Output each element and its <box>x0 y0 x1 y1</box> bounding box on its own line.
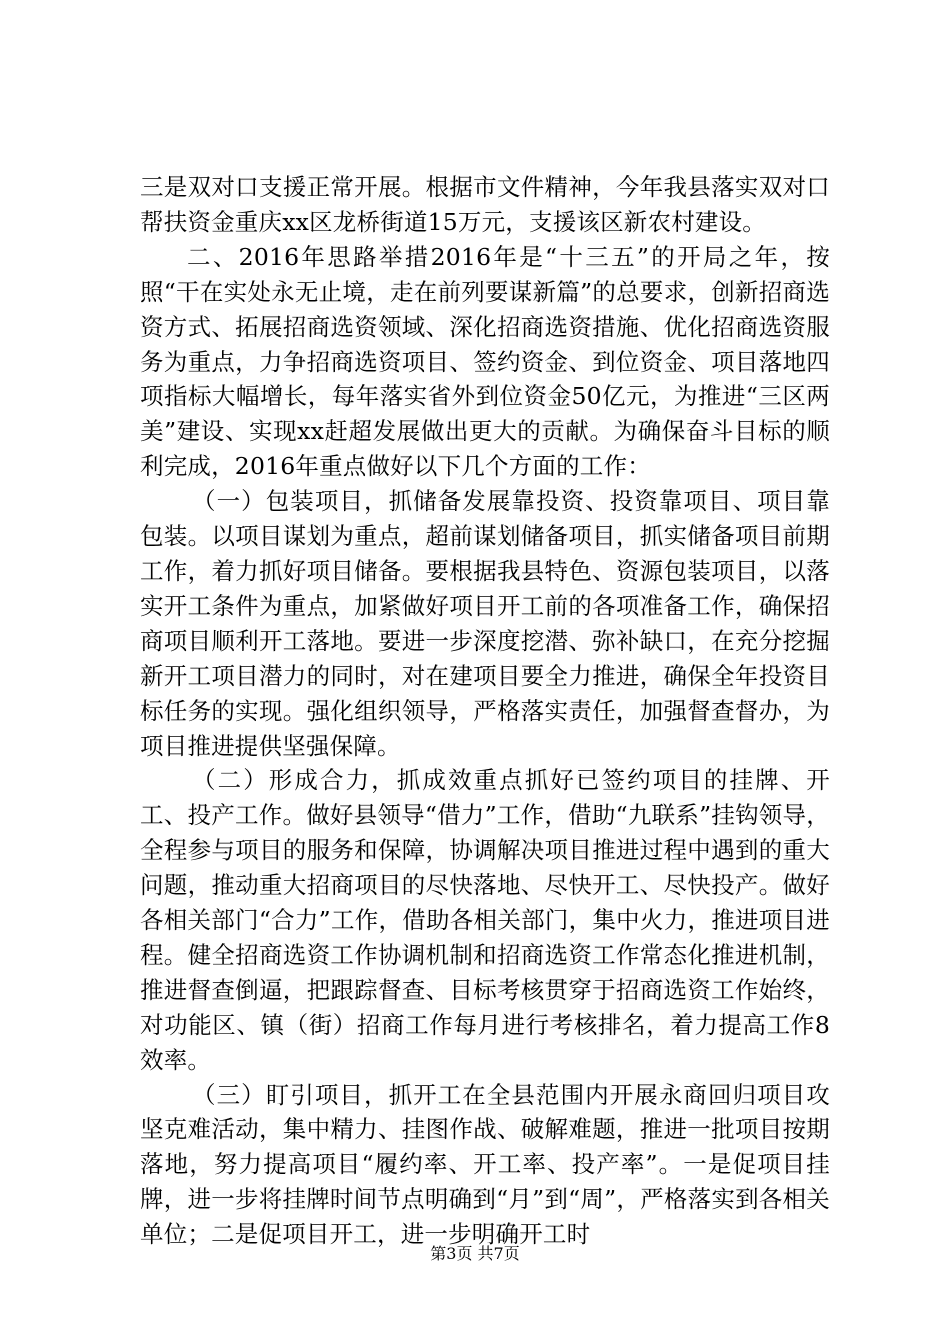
paragraph-1: 三是双对口支援正常开展。根据市文件精神，今年我县落实双对口帮扶资金重庆xx区龙桥街道15万元，支援该区新农村建设。 <box>140 173 830 236</box>
paragraph-2: 二、2016年思路举措2016年是“十三五”的开局之年，按照“干在实处永无止境，走在前列要谋新篇”的总要求，创新招商选资方式、拓展招商选资领域、深化招商选资措施、优化招商选资服务为重点，力争招商选资项目、签约资金、到位资金、项目落地四项指标大幅增长，每年落实省外到位资金50亿元，为推进“三区两美”建设、实现xx赶超发展做出更大的贡献。为确保奋斗目标的顺利完成，2016年重点做好以下几个方面的工作： <box>140 242 830 481</box>
paragraph-5: （三）盯引项目，抓开工在全县范围内开展永商回归项目攻坚克难活动，集中精力、挂图作战、破解难题，推进一批项目按期落地，努力提高项目“履约率、开工率、投产率”。一是促项目挂牌，进一步将挂牌时间节点明确到“月”到“周”，严格落实到各相关单位；二是促项目开工，进一步明确开工时 <box>140 1080 830 1249</box>
paragraph-4: （二）形成合力，抓成效重点抓好已签约项目的挂牌、开工、投产工作。做好县领导“借力”工作，借助“九联系”挂钩领导，全程参与项目的服务和保障，协调解决项目推进过程中遇到的重大问题，推动重大招商项目的尽快落地、尽快开工、尽快投产。做好各相关部门“合力”工作，借助各相关部门，集中火力，推进项目进程。健全招商选资工作协调机制和招商选资工作常态化推进机制，推进督查倒逼，把跟踪督查、目标考核贯穿于招商选资工作始终，对功能区、镇（街）招商工作每月进行考核排名，着力提高工作8效率。 <box>140 766 830 1074</box>
body-text <box>140 170 830 1252</box>
paragraph-3: （一）包装项目，抓储备发展靠投资、投资靠项目、项目靠包装。以项目谋划为重点，超前谋划储备项目，抓实储备项目前期工作，着力抓好项目储备。要根据我县特色、资源包装项目，以落实开工条件为重点，加紧做好项目开工前的各项准备工作，确保招商项目顺利开工落地。要进一步深度挖潜、弥补缺口，在充分挖掘新开工项目潜力的同时，对在建项目要全力推进，确保全年投资目标任务的实现。强化组织领导，严格落实责任，加强督查督办，为项目推进提供坚强保障。 <box>140 487 830 760</box>
page-number-footer: 第3页 共7页 <box>430 1244 520 1263</box>
